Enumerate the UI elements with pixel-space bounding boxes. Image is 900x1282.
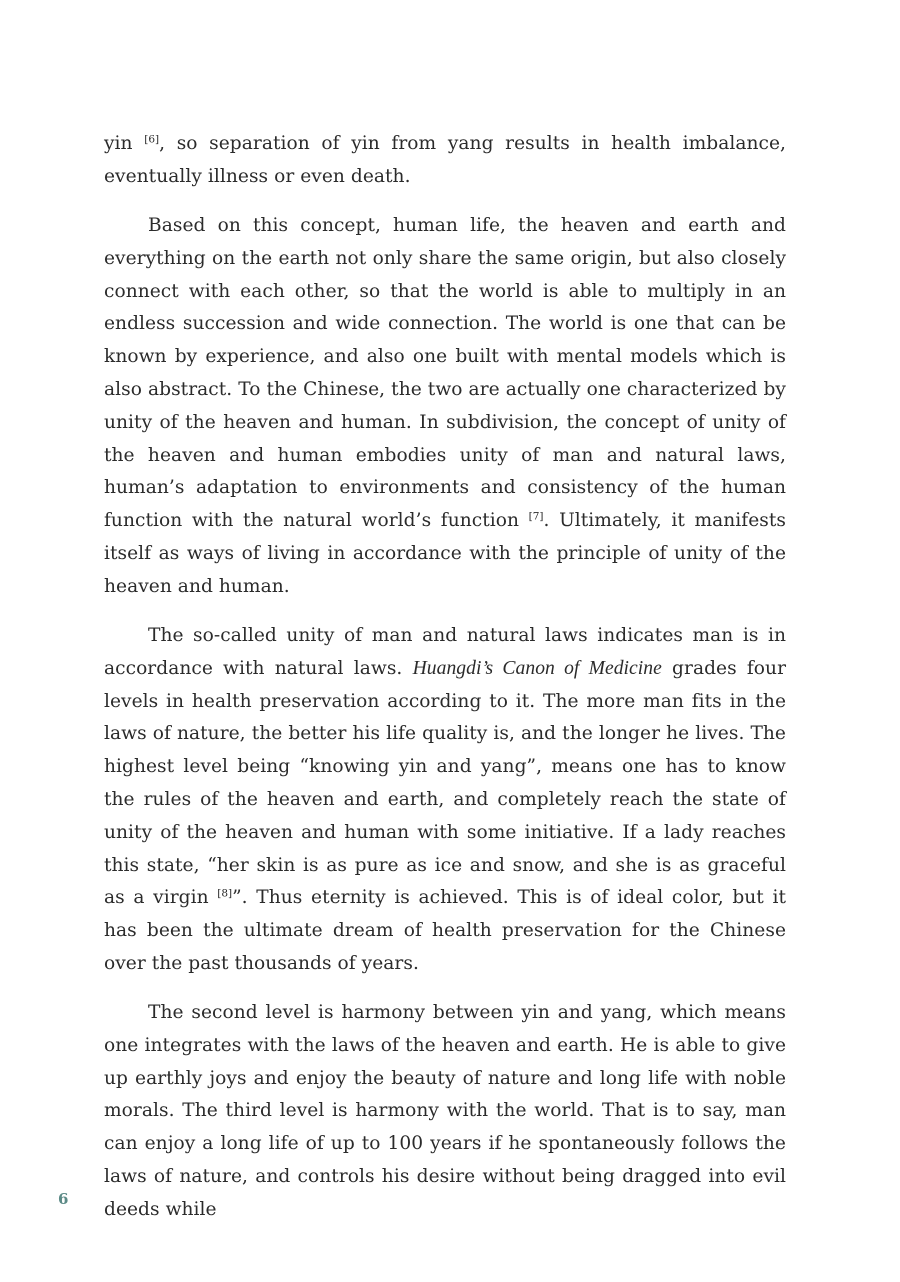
paragraph-2 bbox=[104, 210, 786, 604]
citation-6: [6] bbox=[144, 133, 160, 146]
paragraph-1 bbox=[104, 128, 786, 194]
citation-8: [8] bbox=[217, 887, 233, 900]
paragraph-1-text-2: , so separation of yin from yang results in health imbalance, eventually illness or even death. bbox=[104, 133, 786, 187]
book-title: Huangdi’s Canon of Medicine bbox=[412, 657, 662, 679]
citation-7: [7] bbox=[528, 510, 544, 523]
paragraph-3-text-2: grades four levels in health preservation according to it. The more man fits in the laws of nature, the better his life quality is, and the longer he lives. The highest level being “knowing yin and yang”, means one has to know the rules of the heaven and earth, and completely reach the state of unity of the heaven and human with some initiative. If a lady reaches this state, “her skin is as pure as ice and snow, and she is as graceful as a virgin bbox=[104, 657, 787, 909]
body-text bbox=[104, 128, 786, 1227]
paragraph-2-text-1: Based on this concept, human life, the heaven and earth and everything on the earth not only share the same origin, but also closely connect with each other, so that the world is able to multiply in an endless succession and wide connection. The world is one that can be known by experience, and also one built with mental models which is also abstract. To the Chinese, the two are actually one characterized by unity of the heaven and human. In subdivision, the concept of unity of the heaven and human embodies unity of man and natural laws, human’s adaptation to environments and consistency of the human function with the natural world’s function bbox=[104, 214, 786, 532]
paragraph-2-text-2: . Ultimately, it manifests itself as ways of living in accordance with the principle of unity of the heaven and human. bbox=[104, 510, 786, 597]
paragraph-4-text-1: The second level is harmony between yin and yang, which means one integrates with the laws of the heaven and earth. He is able to give up earthly joys and enjoy the beauty of nature and long life with noble morals. The third level is harmony with the world. That is to say, man can enjoy a long life of up to 100 years if he spontaneously follows the laws of nature, and controls his desire without being dragged into evil deeds while bbox=[104, 1002, 786, 1220]
paragraph-3-text-1: The so-called unity of man and natural laws indicates man is in accordance with natural laws. bbox=[104, 624, 786, 679]
page-number: 6 bbox=[58, 1190, 69, 1208]
paragraph-3 bbox=[104, 620, 786, 981]
paragraph-3-text-3: ”. Thus eternity is achieved. This is of ideal color, but it has been the ultimate dream of health preservation for the Chinese over the past thousands of years. bbox=[104, 887, 786, 974]
paragraph-1-text-1: yin bbox=[104, 133, 145, 154]
paragraph-4 bbox=[104, 997, 786, 1227]
